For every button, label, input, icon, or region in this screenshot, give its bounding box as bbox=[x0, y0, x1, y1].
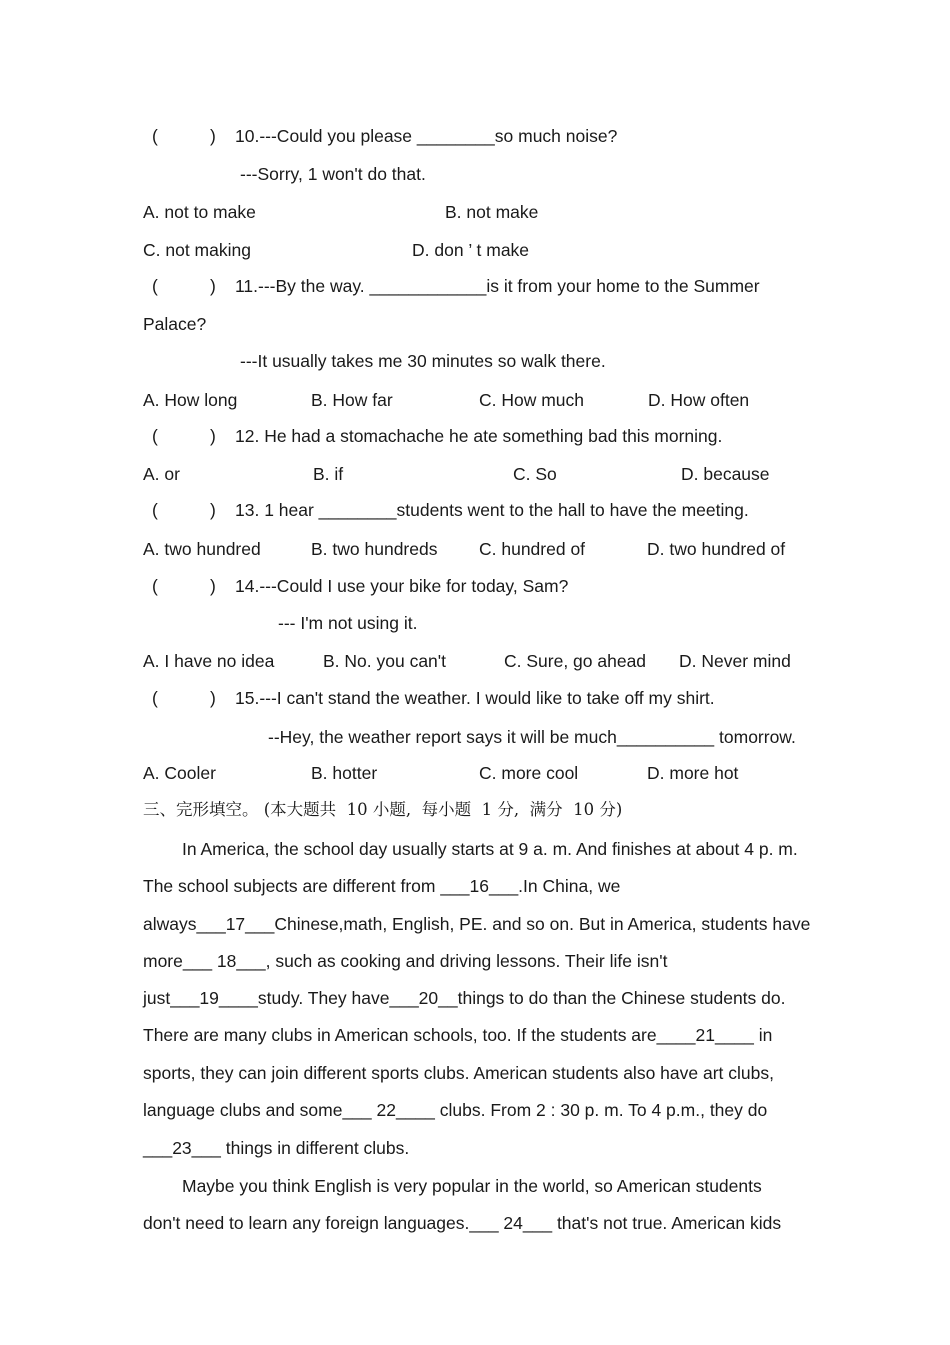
q15-option-b: B. hotter bbox=[311, 763, 378, 783]
answer-paren-close: ) bbox=[210, 500, 216, 520]
passage-line: just___19____study. They have___20__things to do than the Chinese students do. bbox=[143, 988, 786, 1008]
answer-paren-open: ( bbox=[152, 500, 158, 520]
question-14-reply: --- I'm not using it. bbox=[278, 613, 418, 633]
q12-option-b: B. if bbox=[313, 464, 344, 484]
answer-paren-open: ( bbox=[152, 276, 158, 296]
q11-option-a: A. How long bbox=[143, 390, 238, 410]
q11-option-b: B. How far bbox=[311, 390, 393, 410]
answer-paren-close: ) bbox=[210, 688, 216, 708]
q10-option-b: B. not make bbox=[445, 202, 539, 222]
q13-option-d: D. two hundred of bbox=[647, 539, 786, 559]
passage-line: sports, they can join different sports clubs. American students also have art clubs, bbox=[143, 1063, 774, 1083]
question-15-reply: --Hey, the weather report says it will be much__________ tomorrow. bbox=[268, 727, 796, 747]
q14-option-b: B. No. you can't bbox=[323, 651, 446, 671]
passage-line: always___17___Chinese,math, English, PE. and so on. But in America, students have bbox=[143, 914, 811, 934]
q13-option-b: B. two hundreds bbox=[311, 539, 438, 559]
answer-paren-close: ) bbox=[210, 576, 216, 596]
question-14: 14.---Could I use your bike for today, Sam? bbox=[235, 576, 569, 596]
question-13: 13. 1 hear ________students went to the hall to have the meeting. bbox=[235, 500, 749, 520]
section-3-heading: 三、完形填空。 (本大题共 10 小题, 每小题 1 分, 满分 10 分) bbox=[143, 800, 623, 819]
q13-option-a: A. two hundred bbox=[143, 539, 261, 559]
answer-paren-open: ( bbox=[152, 576, 158, 596]
q10-option-a: A. not to make bbox=[143, 202, 256, 222]
passage-line: language clubs and some___ 22____ clubs. From 2 : 30 p. m. To 4 p.m., they do bbox=[143, 1100, 768, 1120]
q12-option-c: C. So bbox=[513, 464, 557, 484]
answer-paren-close: ) bbox=[210, 426, 216, 446]
question-11-reply: ---It usually takes me 30 minutes so walk there. bbox=[240, 351, 606, 371]
q15-option-c: C. more cool bbox=[479, 763, 579, 783]
answer-paren-close: ) bbox=[210, 126, 216, 146]
q14-option-c: C. Sure, go ahead bbox=[504, 651, 647, 671]
q13-option-c: C. hundred of bbox=[479, 539, 586, 559]
passage-line: There are many clubs in American schools, too. If the students are____21____ in bbox=[143, 1025, 773, 1045]
q15-option-a: A. Cooler bbox=[143, 763, 216, 783]
answer-paren-open: ( bbox=[152, 126, 158, 146]
passage-line: more___ 18___, such as cooking and driving lessons. Their life isn't bbox=[143, 951, 668, 971]
question-11: 11.---By the way. ____________is it from your home to the Summer bbox=[235, 276, 760, 296]
q11-option-c: C. How much bbox=[479, 390, 585, 410]
passage-line: The school subjects are different from ___16___.In China, we bbox=[143, 876, 621, 896]
question-15: 15.---I can't stand the weather. I would like to take off my shirt. bbox=[235, 688, 715, 708]
q12-option-d: D. because bbox=[681, 464, 770, 484]
question-11-cont: Palace? bbox=[143, 314, 207, 334]
q10-option-d: D. don ’ t make bbox=[412, 240, 530, 260]
question-12: 12. He had a stomachache he ate something bad this morning. bbox=[235, 426, 723, 446]
q11-option-d: D. How often bbox=[648, 390, 750, 410]
question-10-reply: ---Sorry, 1 won't do that. bbox=[240, 164, 426, 184]
q15-option-d: D. more hot bbox=[647, 763, 739, 783]
passage-line: Maybe you think English is very popular in the world, so American students bbox=[182, 1176, 762, 1196]
q14-option-d: D. Never mind bbox=[679, 651, 791, 671]
passage-line: In America, the school day usually starts at 9 a. m. And finishes at about 4 p. m. bbox=[182, 839, 798, 859]
passage-line: don't need to learn any foreign languages.___ 24___ that's not true. American kids bbox=[143, 1213, 782, 1233]
question-10: 10.---Could you please ________so much noise? bbox=[235, 126, 618, 146]
q14-option-a: A. I have no idea bbox=[143, 651, 275, 671]
passage-line: ___23___ things in different clubs. bbox=[143, 1138, 410, 1158]
answer-paren-close: ) bbox=[210, 276, 216, 296]
q10-option-c: C. not making bbox=[143, 240, 251, 260]
q12-option-a: A. or bbox=[143, 464, 180, 484]
answer-paren-open: ( bbox=[152, 688, 158, 708]
answer-paren-open: ( bbox=[152, 426, 158, 446]
